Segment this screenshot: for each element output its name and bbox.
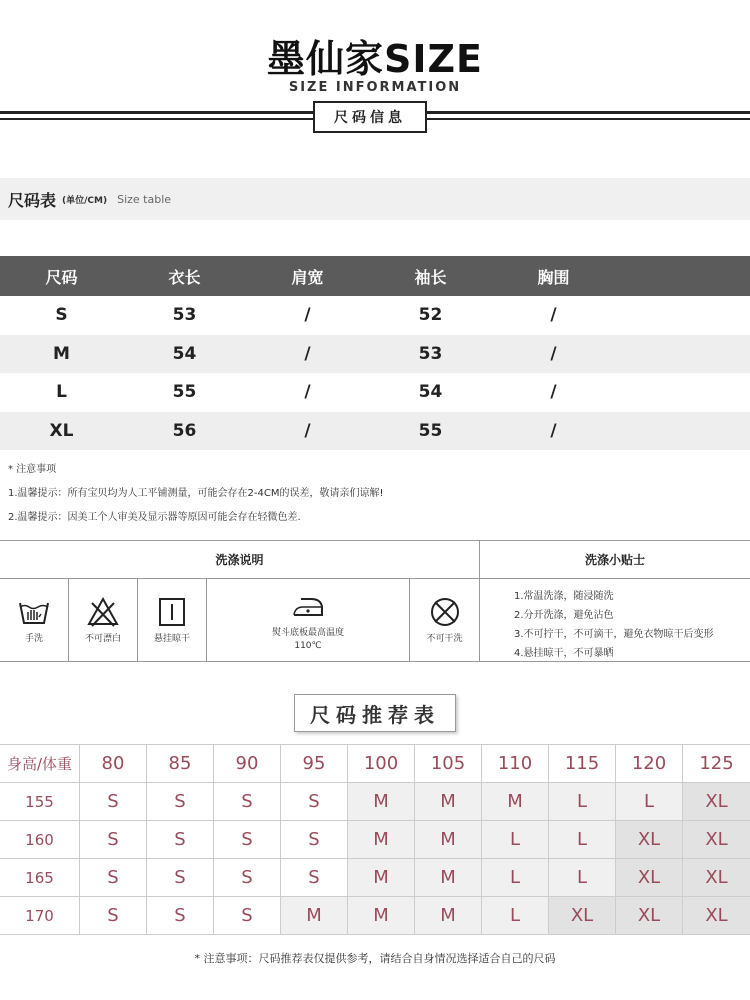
size-cell: S — [214, 897, 281, 934]
care-tip: 2.分开洗涤，避免沾色 — [514, 610, 614, 621]
iron-icon — [291, 589, 325, 623]
size-info-badge: 尺码信息 — [313, 101, 427, 133]
footer-note: * 注意事项：尺码推荐表仅提供参考，请结合自身情况选择适合自己的尺码 — [194, 952, 556, 965]
height-cell: 165 — [0, 859, 80, 896]
notes-title: * 注意事项 — [8, 464, 57, 475]
note-item: 1.温馨提示：所有宝贝均为人工平铺测量，可能会存在2-4CM的误差，敬请亲们谅解! — [8, 488, 384, 499]
size-cell: XL — [549, 897, 616, 934]
care-tip: 1.常温洗涤，随浸随洗 — [514, 591, 614, 602]
care-icons — [0, 579, 480, 662]
care-tip: 3.不可拧干，不可滴干，避免衣物晾干后变形 — [514, 629, 714, 640]
size-cell: L — [616, 783, 683, 820]
table-cell: / — [304, 305, 311, 326]
table-cell: S — [55, 305, 68, 326]
size-cell: S — [214, 859, 281, 896]
table-cell: 55 — [172, 382, 197, 403]
table-cell: 54 — [172, 343, 197, 364]
recommend-row — [0, 821, 750, 859]
size-table-unit: (单位/CM) — [62, 195, 108, 206]
size-cell: S — [214, 783, 281, 820]
weight-header-cell: 120 — [616, 745, 683, 782]
size-cell: XL — [683, 897, 750, 934]
size-cell: S — [281, 821, 348, 858]
brand-subtitle: SIZE INFORMATION — [288, 80, 462, 95]
size-table-band — [0, 178, 750, 220]
size-cell: S — [147, 783, 214, 820]
size-cell: L — [549, 821, 616, 858]
weight-header-cell: 80 — [80, 745, 147, 782]
size-cell: S — [214, 821, 281, 858]
care-tip: 4.悬挂晾干，不可暴晒 — [514, 648, 614, 659]
size-cell: XL — [683, 783, 750, 820]
table-cell: / — [304, 420, 311, 441]
size-table-title: 尺码表 — [8, 190, 57, 210]
care-icon-cell — [138, 579, 207, 662]
table-row — [0, 296, 750, 335]
weight-header-cell: 125 — [699, 753, 734, 774]
height-cell: 160 — [0, 821, 80, 858]
size-cell: L — [549, 783, 616, 820]
height-cell: 155 — [0, 783, 80, 820]
weight-header-cell: 95 — [281, 745, 348, 782]
recommend-row — [0, 897, 750, 935]
height-cell: 170 — [0, 897, 80, 934]
table-cell: 56 — [172, 420, 197, 441]
size-cell: XL — [616, 859, 683, 896]
size-cell: M — [482, 783, 549, 820]
weight-header-cell: 100 — [348, 745, 415, 782]
table-cell: XL — [49, 420, 74, 441]
size-cell: L — [549, 859, 616, 896]
table-cell: 53 — [418, 343, 443, 364]
tips-header: 洗涤小贴士 — [584, 553, 645, 567]
size-cell: L — [482, 897, 549, 934]
hand-wash-icon — [17, 595, 51, 629]
size-cell: M — [348, 897, 415, 934]
table-cell: L — [56, 382, 67, 403]
care-icon-cell — [0, 579, 69, 662]
care-body — [0, 579, 750, 662]
table-cell: / — [550, 343, 557, 364]
size-cell: M — [348, 783, 415, 820]
size-cell: M — [415, 859, 482, 896]
weight-header-cell: 90 — [214, 745, 281, 782]
header-cell: 尺码 — [45, 267, 78, 287]
table-row — [0, 335, 750, 374]
brand-title: 墨仙家SIZE — [266, 37, 484, 81]
care-icon-cell — [69, 579, 138, 662]
care-section — [0, 540, 750, 662]
care-icon-label: 不可干洗 — [426, 634, 463, 644]
weight-header-cell: 110 — [482, 745, 549, 782]
table-cell: / — [550, 382, 557, 403]
size-cell: S — [147, 859, 214, 896]
size-cell: M — [415, 783, 482, 820]
care-icon-label: 手洗 — [24, 634, 43, 644]
size-cell: S — [80, 821, 147, 858]
care-icon-label: 不可漂白 — [84, 634, 121, 644]
size-cell: S — [147, 897, 214, 934]
care-header — [0, 541, 750, 579]
no-bleach-icon — [86, 595, 120, 629]
table-cell: 54 — [418, 382, 443, 403]
size-cell: M — [415, 897, 482, 934]
wash-header: 洗涤说明 — [0, 541, 480, 578]
size-cell: S — [80, 897, 147, 934]
size-cell: XL — [616, 821, 683, 858]
no-dry-clean-icon — [428, 595, 462, 629]
size-cell: XL — [683, 821, 750, 858]
recommend-header-row — [0, 745, 750, 783]
weight-header-cell: 85 — [147, 745, 214, 782]
care-icon-label: 熨斗底板最高温度110℃ — [271, 627, 344, 651]
size-cell: M — [281, 897, 348, 934]
hang-dry-icon — [155, 595, 189, 629]
recommend-row — [0, 783, 750, 821]
care-icon-cell — [410, 579, 479, 662]
care-icon-label: 悬挂晾干 — [153, 634, 190, 644]
header-cell: 胸围 — [537, 267, 570, 287]
recommend-row — [0, 859, 750, 897]
size-cell: M — [348, 859, 415, 896]
size-cell: XL — [616, 897, 683, 934]
size-table-english: Size table — [117, 192, 172, 206]
table-cell: M — [53, 343, 70, 364]
table-cell: / — [304, 382, 311, 403]
size-cell: M — [348, 821, 415, 858]
size-cell: XL — [683, 859, 750, 896]
care-icon-cell — [207, 579, 410, 662]
size-cell: L — [482, 821, 549, 858]
table-cell: / — [550, 420, 557, 441]
size-table — [0, 256, 750, 450]
corner-cell: 身高/体重 — [0, 745, 80, 782]
size-cell: S — [147, 821, 214, 858]
header-cell: 肩宽 — [291, 267, 324, 287]
size-cell: S — [80, 783, 147, 820]
size-cell: S — [281, 859, 348, 896]
header-cell: 袖长 — [414, 267, 447, 287]
table-cell: / — [304, 343, 311, 364]
table-cell: / — [550, 305, 557, 326]
table-cell: 55 — [418, 420, 443, 441]
size-cell: S — [80, 859, 147, 896]
table-row — [0, 373, 750, 412]
weight-header-cell: 115 — [549, 745, 616, 782]
size-cell: L — [482, 859, 549, 896]
recommend-table — [0, 744, 750, 935]
notes — [8, 460, 384, 532]
size-cell: M — [415, 821, 482, 858]
size-table-header — [0, 256, 750, 296]
table-row — [0, 412, 750, 451]
table-cell: 52 — [418, 305, 443, 326]
note-item: 2.温馨提示：因美工个人审美及显示器等原因可能会存在轻微色差. — [8, 512, 301, 523]
table-cell: 53 — [172, 305, 197, 326]
weight-header-cell: 105 — [415, 745, 482, 782]
recommend-title: 尺码推荐表 — [294, 694, 456, 732]
size-cell: S — [281, 783, 348, 820]
header-cell: 衣长 — [168, 267, 201, 287]
care-tips — [480, 579, 750, 662]
